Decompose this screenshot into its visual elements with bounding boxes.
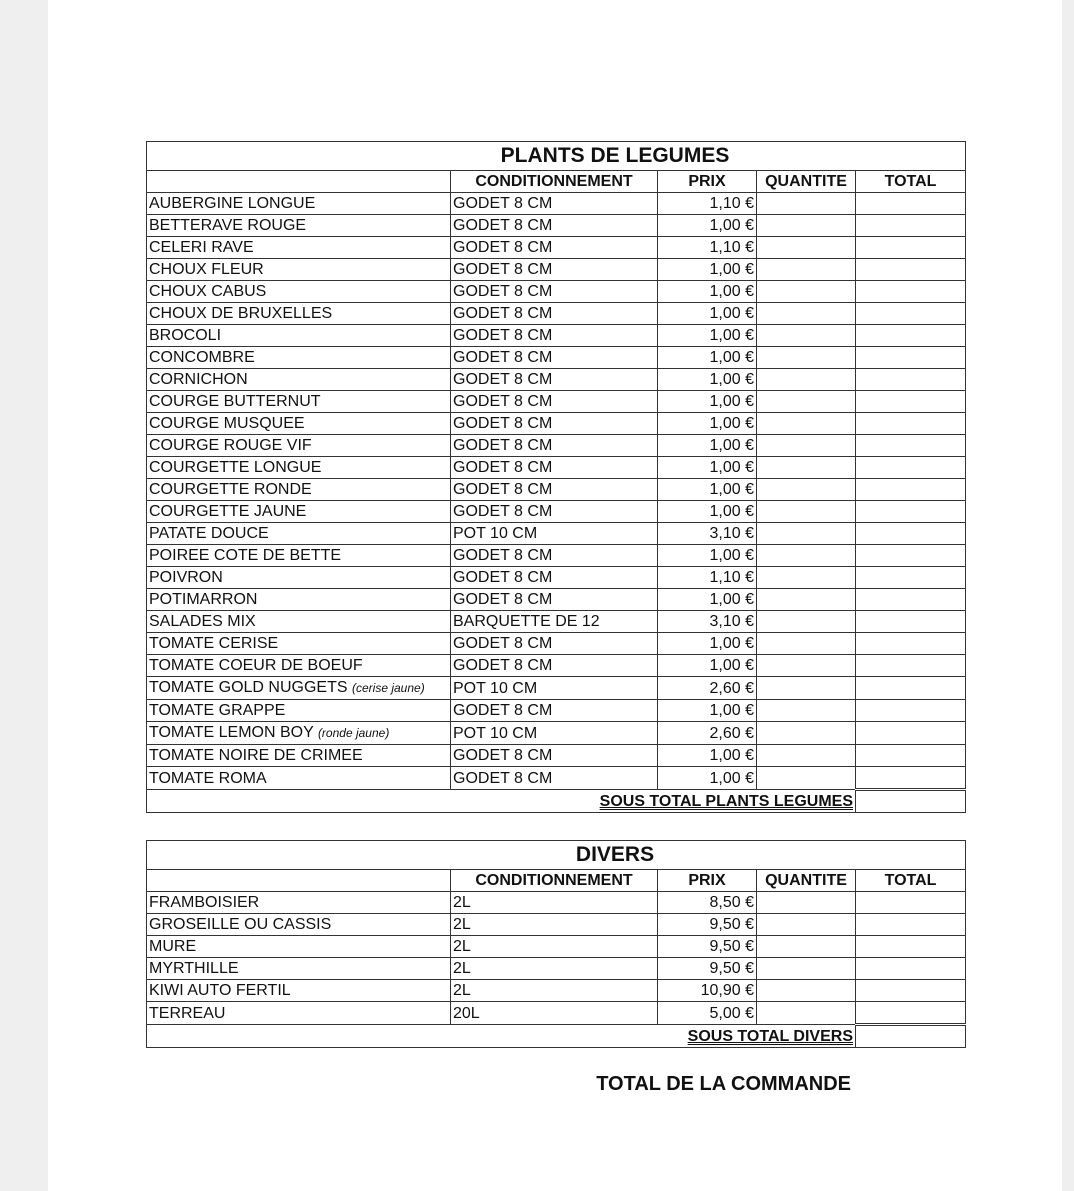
quantity-input-cell[interactable] [757,325,856,347]
item-prix: 1,00 € [658,369,757,391]
item-total-cell [856,1002,966,1025]
item-name: SALADES MIX [149,613,256,630]
header-empty [147,171,451,193]
table-row [147,479,966,501]
item-conditionnement: GODET 8 CM [451,655,658,677]
table-row [147,1002,966,1025]
item-prix: 9,50 € [658,914,757,936]
item-total-cell [856,545,966,567]
legumes-subtotal-cell [856,790,966,813]
item-prix: 1,00 € [658,325,757,347]
quantity-input-cell[interactable] [757,457,856,479]
item-name-cell [147,589,451,611]
item-total-cell [856,589,966,611]
item-conditionnement: GODET 8 CM [451,193,658,215]
header-conditionnement: CONDITIONNEMENT [451,171,658,193]
item-prix: 3,10 € [658,611,757,633]
item-conditionnement: 2L [451,936,658,958]
item-total-cell [856,325,966,347]
table-row [147,369,966,391]
quantity-input-cell[interactable] [757,193,856,215]
quantity-input-cell[interactable] [757,722,856,745]
table-row [147,958,966,980]
quantity-input-cell[interactable] [757,303,856,325]
item-total-cell [856,677,966,700]
table-row [147,259,966,281]
table-row [147,633,966,655]
header-quantite: QUANTITE [757,870,856,892]
item-name: CHOUX CABUS [149,283,267,300]
quantity-input-cell[interactable] [757,391,856,413]
item-prix: 1,00 € [658,633,757,655]
divers-subtotal-cell [856,1025,966,1048]
item-conditionnement: GODET 8 CM [451,435,658,457]
item-name: COURGE ROUGE VIF [149,437,312,454]
header-prix: PRIX [658,870,757,892]
item-conditionnement: GODET 8 CM [451,391,658,413]
table-row [147,303,966,325]
item-total-cell [856,237,966,259]
item-name-cell [147,1002,451,1025]
item-name-cell [147,325,451,347]
item-name: CHOUX DE BRUXELLES [149,305,333,322]
item-name-cell [147,303,451,325]
quantity-input-cell[interactable] [757,545,856,567]
quantity-input-cell[interactable] [757,589,856,611]
table-row [147,325,966,347]
item-name: CORNICHON [149,371,248,388]
item-prix: 1,10 € [658,567,757,589]
header-empty [147,870,451,892]
item-total-cell [856,215,966,237]
item-conditionnement: GODET 8 CM [451,633,658,655]
item-conditionnement: POT 10 CM [451,677,658,700]
item-name-cell [147,215,451,237]
item-name: TOMATE GRAPPE [149,702,286,719]
item-prix: 5,00 € [658,1002,757,1025]
table-row [147,413,966,435]
table-row [147,501,966,523]
item-name-cell [147,369,451,391]
header-prix: PRIX [658,171,757,193]
item-name: TOMATE NOIRE DE CRIMEE [149,747,363,764]
table-row [147,457,966,479]
item-name-cell [147,677,451,700]
item-name-cell [147,413,451,435]
quantity-input-cell[interactable] [757,435,856,457]
table-row [147,237,966,259]
table-row [147,611,966,633]
item-name: BETTERAVE ROUGE [149,217,307,234]
item-name-cell [147,193,451,215]
item-name: MURE [149,938,197,955]
item-name: TERREAU [149,1004,226,1022]
item-conditionnement: GODET 8 CM [451,369,658,391]
item-name: BROCOLI [149,327,222,344]
table-row [147,892,966,914]
header-quantite: QUANTITE [757,171,856,193]
item-name: COURGE BUTTERNUT [149,393,321,410]
item-name-cell [147,523,451,545]
table-row [147,700,966,722]
item-name-cell [147,457,451,479]
item-prix: 1,00 € [658,259,757,281]
table-row [147,936,966,958]
item-total-cell [856,633,966,655]
item-name: PATATE DOUCE [149,525,269,542]
item-prix: 1,10 € [658,237,757,259]
item-name: TOMATE ROMA [149,769,267,787]
item-prix: 1,00 € [658,281,757,303]
item-name: COURGE MUSQUEE [149,415,305,432]
item-total-cell [856,892,966,914]
item-total-cell [856,259,966,281]
divers-subtotal-label: SOUS TOTAL DIVERS [147,1025,856,1048]
legumes-table [146,141,966,813]
divers-table [146,840,966,1048]
item-name-cell [147,958,451,980]
table-row [147,281,966,303]
quantity-input-cell[interactable] [757,633,856,655]
table-row [147,347,966,369]
item-total-cell [856,700,966,722]
item-name-cell [147,545,451,567]
item-conditionnement: GODET 8 CM [451,767,658,790]
item-total-cell [856,745,966,767]
item-name-cell [147,767,451,790]
table-row [147,545,966,567]
quantity-input-cell[interactable] [757,700,856,722]
item-name-cell [147,745,451,767]
item-name-cell [147,892,451,914]
quantity-input-cell[interactable] [757,892,856,914]
item-conditionnement: GODET 8 CM [451,259,658,281]
item-prix: 1,00 € [658,745,757,767]
quantity-input-cell[interactable] [757,655,856,677]
item-name-cell [147,347,451,369]
item-prix: 8,50 € [658,892,757,914]
item-name-cell [147,501,451,523]
item-prix: 1,00 € [658,457,757,479]
item-total-cell [856,655,966,677]
table-row [147,722,966,745]
legumes-subtotal-label: SOUS TOTAL PLANTS LEGUMES [147,790,856,813]
item-total-cell [856,479,966,501]
item-conditionnement: GODET 8 CM [451,457,658,479]
quantity-input-cell[interactable] [757,479,856,501]
item-prix: 2,60 € [658,722,757,745]
item-conditionnement: 20L [451,1002,658,1025]
item-name: FRAMBOISIER [149,894,260,911]
item-prix: 1,00 € [658,589,757,611]
header-total: TOTAL [856,171,966,193]
quantity-input-cell[interactable] [757,347,856,369]
item-name: COURGETTE JAUNE [149,503,307,520]
item-name-cell [147,435,451,457]
item-name: TOMATE CERISE [149,635,279,652]
table-row [147,435,966,457]
item-conditionnement: BARQUETTE DE 12 [451,611,658,633]
item-total-cell [856,391,966,413]
item-note: (cerise jaune) [352,681,425,695]
item-name-cell [147,391,451,413]
item-total-cell [856,347,966,369]
item-prix: 1,00 € [658,413,757,435]
divers-title: DIVERS [147,841,966,870]
item-prix: 1,00 € [658,700,757,722]
item-name: CELERI RAVE [149,239,254,256]
item-name: POTIMARRON [149,591,258,608]
item-name-cell [147,722,451,745]
item-name-cell [147,479,451,501]
item-name: GROSEILLE OU CASSIS [149,916,332,933]
item-conditionnement: GODET 8 CM [451,589,658,611]
quantity-input-cell[interactable] [757,914,856,936]
item-conditionnement: GODET 8 CM [451,281,658,303]
item-name-cell [147,936,451,958]
item-name: MYRTHILLE [149,960,239,977]
table-row [147,567,966,589]
table-row [147,589,966,611]
item-name-cell [147,259,451,281]
item-conditionnement: 2L [451,914,658,936]
item-name: CHOUX FLEUR [149,261,264,278]
item-prix: 10,90 € [658,980,757,1002]
table-row [147,655,966,677]
table-row [147,677,966,700]
item-prix: 1,00 € [658,215,757,237]
item-name-cell [147,611,451,633]
quantity-input-cell[interactable] [757,1002,856,1025]
item-conditionnement: POT 10 CM [451,722,658,745]
quantity-input-cell[interactable] [757,936,856,958]
item-conditionnement: GODET 8 CM [451,501,658,523]
item-total-cell [856,914,966,936]
item-conditionnement: GODET 8 CM [451,413,658,435]
item-total-cell [856,303,966,325]
item-name: CONCOMBRE [149,349,255,366]
quantity-input-cell[interactable] [757,767,856,790]
quantity-input-cell[interactable] [757,281,856,303]
table-row [147,193,966,215]
item-prix: 1,00 € [658,391,757,413]
item-conditionnement: GODET 8 CM [451,215,658,237]
header-total: TOTAL [856,870,966,892]
item-name-cell [147,633,451,655]
item-conditionnement: GODET 8 CM [451,700,658,722]
item-name: TOMATE LEMON BOY [149,724,314,741]
item-conditionnement: 2L [451,980,658,1002]
table-row [147,914,966,936]
quantity-input-cell[interactable] [757,677,856,700]
legumes-title: PLANTS DE LEGUMES [147,142,966,171]
item-name: AUBERGINE LONGUE [149,195,316,212]
item-name-cell [147,700,451,722]
grand-total-label: TOTAL DE LA COMMANDE [596,1073,851,1095]
item-prix: 9,50 € [658,958,757,980]
item-prix: 1,00 € [658,347,757,369]
item-prix: 1,00 € [658,545,757,567]
quantity-input-cell[interactable] [757,369,856,391]
item-total-cell [856,435,966,457]
item-total-cell [856,611,966,633]
item-note: (ronde jaune) [317,726,390,740]
item-name: KIWI AUTO FERTIL [149,982,291,999]
quantity-input-cell[interactable] [757,745,856,767]
item-prix: 9,50 € [658,936,757,958]
item-name-cell [147,237,451,259]
table-row [147,980,966,1002]
item-prix: 1,00 € [658,501,757,523]
quantity-input-cell[interactable] [757,567,856,589]
item-prix: 2,60 € [658,677,757,700]
quantity-input-cell[interactable] [757,980,856,1002]
item-conditionnement: 2L [451,958,658,980]
item-conditionnement: GODET 8 CM [451,745,658,767]
item-name-cell [147,914,451,936]
item-prix: 3,10 € [658,523,757,545]
header-conditionnement: CONDITIONNEMENT [451,870,658,892]
item-total-cell [856,369,966,391]
table-row [147,523,966,545]
quantity-input-cell[interactable] [757,215,856,237]
item-conditionnement: GODET 8 CM [451,567,658,589]
item-name-cell [147,980,451,1002]
item-total-cell [856,722,966,745]
item-total-cell [856,980,966,1002]
item-total-cell [856,281,966,303]
item-total-cell [856,193,966,215]
item-total-cell [856,567,966,589]
quantity-input-cell[interactable] [757,413,856,435]
item-name: POIVRON [149,569,223,586]
quantity-input-cell[interactable] [757,259,856,281]
quantity-input-cell[interactable] [757,501,856,523]
table-row [147,391,966,413]
item-total-cell [856,767,966,790]
item-prix: 1,10 € [658,193,757,215]
item-name-cell [147,655,451,677]
item-conditionnement: GODET 8 CM [451,237,658,259]
item-conditionnement: GODET 8 CM [451,303,658,325]
item-name: COURGETTE LONGUE [149,459,322,476]
quantity-input-cell[interactable] [757,237,856,259]
item-conditionnement: GODET 8 CM [451,347,658,369]
item-total-cell [856,501,966,523]
item-prix: 1,00 € [658,435,757,457]
item-name: TOMATE GOLD NUGGETS [149,679,348,696]
item-prix: 1,00 € [658,767,757,790]
item-prix: 1,00 € [658,303,757,325]
item-total-cell [856,413,966,435]
item-conditionnement: 2L [451,892,658,914]
item-conditionnement: GODET 8 CM [451,545,658,567]
item-conditionnement: GODET 8 CM [451,479,658,501]
item-prix: 1,00 € [658,655,757,677]
item-prix: 1,00 € [658,479,757,501]
item-total-cell [856,457,966,479]
table-row [147,215,966,237]
quantity-input-cell[interactable] [757,611,856,633]
item-name: COURGETTE RONDE [149,481,312,498]
item-total-cell [856,523,966,545]
item-conditionnement: GODET 8 CM [451,325,658,347]
quantity-input-cell[interactable] [757,958,856,980]
item-name-cell [147,281,451,303]
item-conditionnement: POT 10 CM [451,523,658,545]
item-total-cell [856,936,966,958]
item-total-cell [856,958,966,980]
item-name: POIREE COTE DE BETTE [149,547,342,564]
quantity-input-cell[interactable] [757,523,856,545]
item-name: TOMATE COEUR DE BOEUF [149,657,363,674]
table-row [147,767,966,790]
table-row [147,745,966,767]
item-name-cell [147,567,451,589]
